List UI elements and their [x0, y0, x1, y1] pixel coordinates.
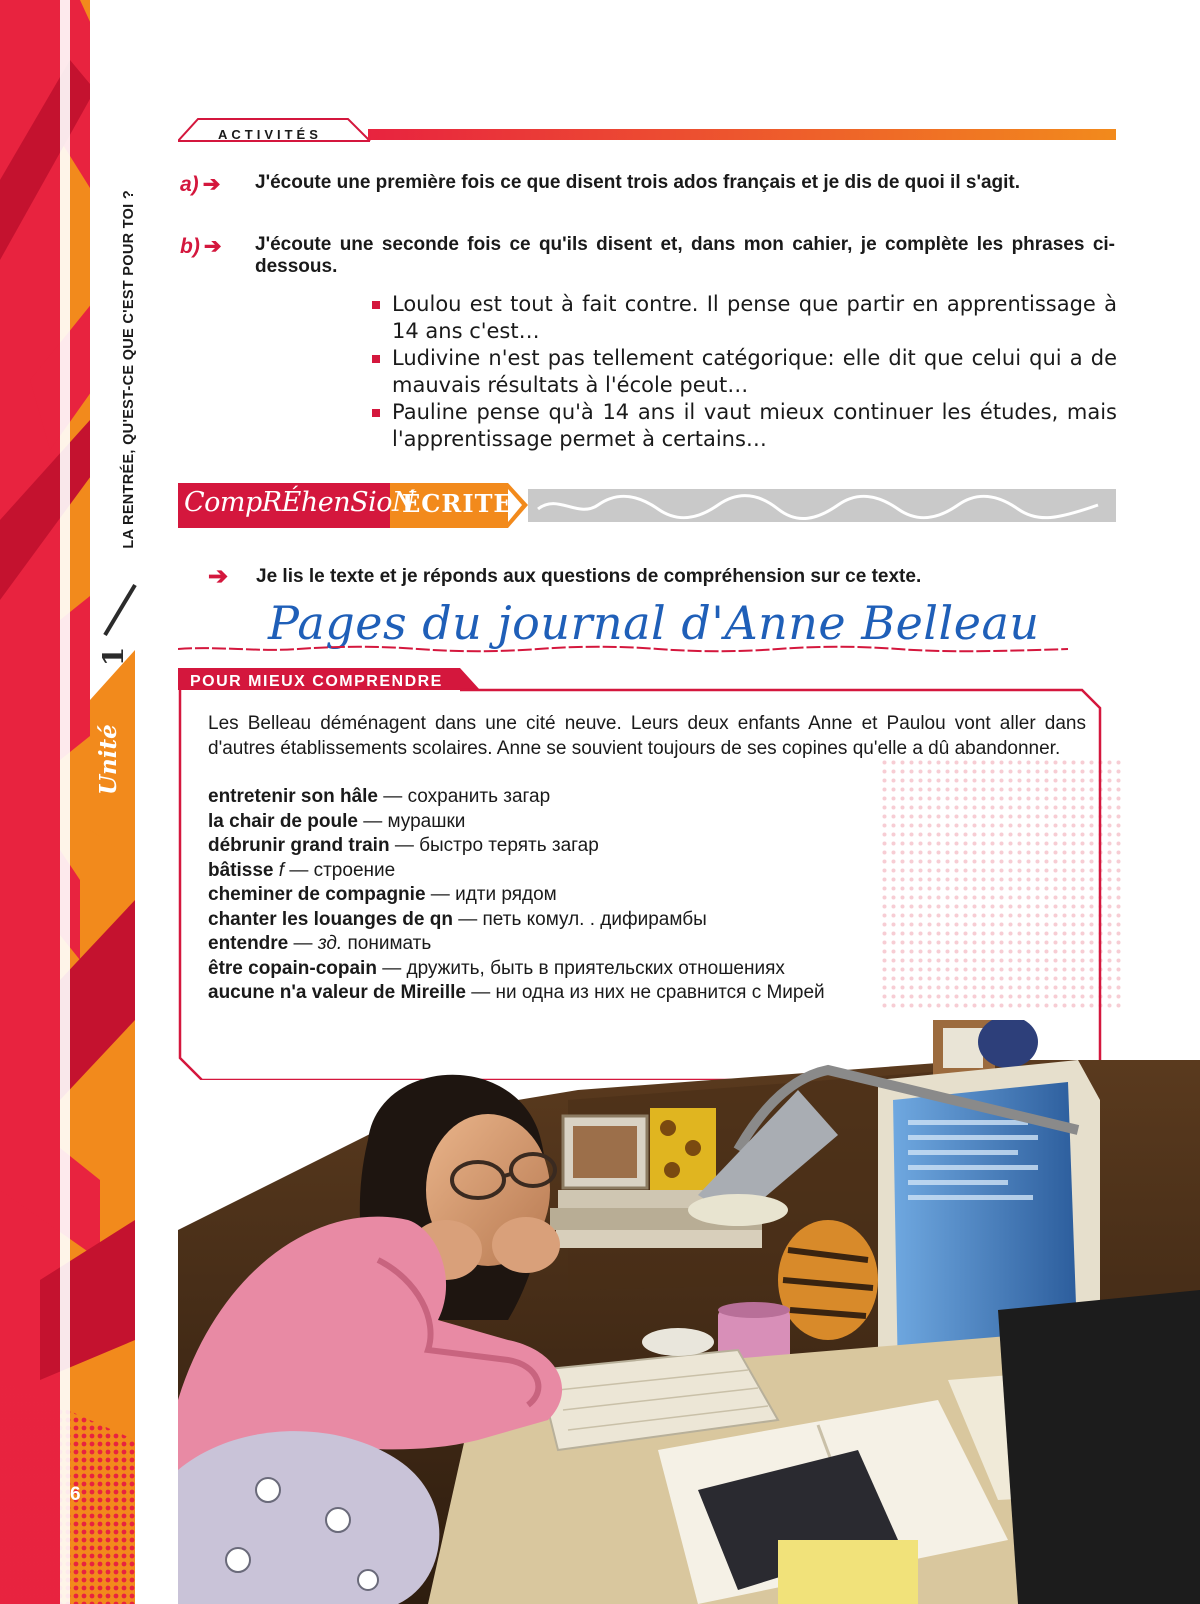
arrow-right-icon: ➔ [202, 173, 221, 196]
vocab-item: bâtisse f — строение [208, 859, 396, 881]
bullet-item: Ludivine n'est pas tellement catégorique: elle dit que celui qui a de mauvais résultats à l'école peut… [372, 345, 1117, 399]
question-marker: b) ➔ [180, 235, 222, 258]
comprehension-word: CompRÉhenSioN [184, 487, 416, 518]
unit-slash-mark [100, 580, 140, 640]
vocab-box-label: POUR MIEUX COMPRENDRE [190, 673, 443, 690]
question-text: J'écoute une première fois ce que disent trois ados français et je dis de quoi il s'agit. [255, 172, 1021, 193]
vocab-item: entretenir son hâle — сохранить загар [208, 786, 551, 807]
reading-instruction: Je lis le texte et je réponds aux questions de compréhension sur ce texte. [256, 566, 922, 587]
vocab-item: aucune n'a valeur de Mireille — ни одна из них не сравнится с Мирей [208, 982, 825, 1003]
activites-label: ACTIVITÉS [218, 127, 322, 142]
bullet-item: Pauline pense qu'à 14 ans il vaut mieux continuer les études, mais l'apprentissage permet à certains… [372, 399, 1117, 453]
unit-vertical-title: LA RENTRÉE, QU'EST-CE QUE C'EST POUR TOI ? [121, 190, 137, 549]
vocab-item: entendre — зд. понимать [208, 933, 432, 954]
unit-number: 1 [97, 646, 131, 667]
vocab-list [208, 785, 1108, 1006]
page-number: 6 [70, 1484, 81, 1505]
question-marker: a) ➔ [180, 173, 221, 196]
vocab-item: débrunir grand train — быстро терять загар [208, 835, 599, 856]
journal-title: Pages du journal d'Anne Belleau [268, 596, 1040, 650]
bullet-item: Loulou est tout à fait contre. Il pense que partir en apprentissage à 14 ans c'est… [372, 291, 1117, 345]
girl-studying-photo [178, 1020, 1200, 1604]
bullet-list [372, 291, 1117, 453]
unit-label: Unité [95, 724, 122, 795]
vocab-item: chanter les louanges de qn — петь комул. . дифирамбы [208, 908, 707, 930]
question-text: J'écoute une seconde fois ce qu'ils disent et, dans mon cahier, je complète les phrases ci-dessous. [255, 234, 1115, 277]
arrow-right-icon: ➔ [203, 235, 222, 258]
vocab-intro: Les Belleau déménagent dans une cité neuve. Leurs deux enfants Anne et Paulou vont aller dans d'autres établissements scolaires. Anne se souvient toujours de ses copines qu'elle a dû abandonner. [208, 713, 1086, 759]
sidebar-decorative-band [0, 0, 135, 1604]
vocab-item: cheminer de compagnie — идти рядом [208, 884, 557, 905]
vocab-item: être copain-copain — дружить, быть в приятельских отношениях [208, 957, 785, 979]
ecrite-word: ÉCRITE [402, 489, 513, 518]
arrow-right-icon: ➔ [208, 563, 229, 590]
title-underline [178, 645, 1068, 653]
vocab-item: la chair de poule — мурашки [208, 810, 466, 832]
